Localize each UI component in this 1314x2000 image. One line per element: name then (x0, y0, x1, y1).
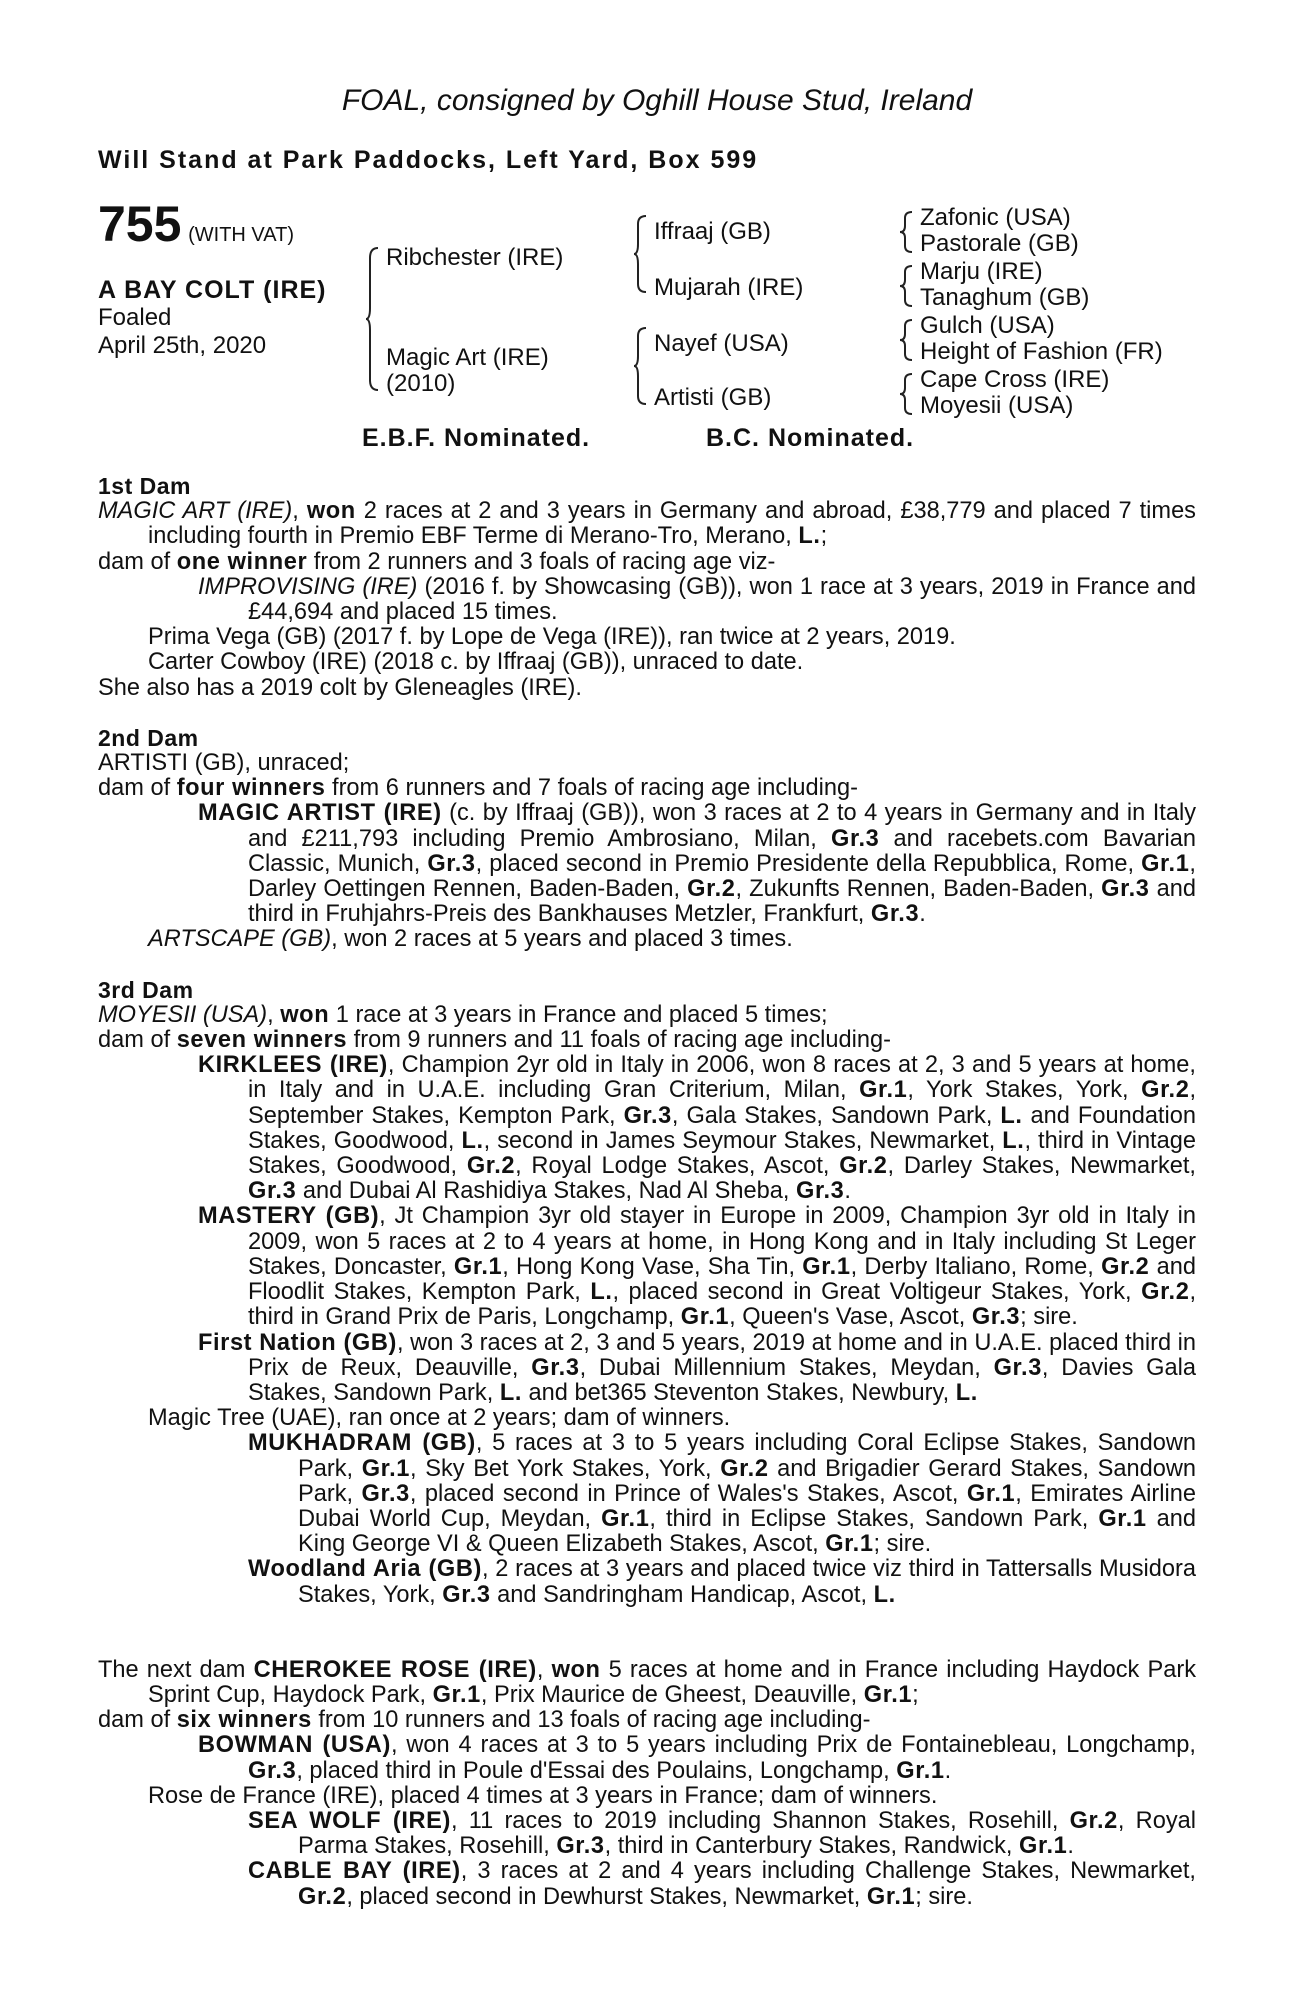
pedigree-bracket-g2 (900, 264, 914, 308)
second-dam-produce-summary: dam of four winners from 6 runners and 7 foals of racing age including- (98, 775, 858, 802)
third-dam-heading: 3rd Dam (98, 976, 194, 1003)
next-dam-produce-summary: dam of six winners from 10 runners and 13 foals of racing age including- (98, 1707, 871, 1734)
next-dam-record: The next dam CHEROKEE ROSE (IRE), won 5 races at home and in France including Haydock Park Sprint Cup, Haydock Park, Gr.1, Prix Maurice de Gheest, Deauville, Gr.1; (98, 1656, 1196, 1708)
pedigree-bracket-g1 (900, 210, 914, 254)
stand-location: Will Stand at Park Paddocks, Left Yard, Box 599 (98, 146, 759, 174)
dam-name: Magic Art (IRE) (386, 344, 549, 371)
produce-rose-de-france: Rose de France (IRE), placed 4 times at 3 years in France; dam of winners. (148, 1782, 938, 1809)
produce-carter-cowboy: Carter Cowboy (IRE) (2018 c. by Iffraaj (GB)), unraced to date. (148, 649, 804, 676)
pedigree-bracket-sire (634, 214, 648, 294)
produce-prima-vega: Prima Vega (GB) (2017 f. by Lope de Vega (IRE)), ran twice at 2 years, 2019. (148, 624, 956, 651)
sire-sire-name: Iffraaj (GB) (654, 218, 771, 245)
produce-mastery: MASTERY (GB), Jt Champion 3yr old stayer in Europe in 2009, Champion 3yr old in Italy in 2009, won 5 races at 2 to 4 years at home, in Hong Kong and in Italy including St Leger Stakes, Doncaster, Gr.1, Hong Kong Vase, Sha Tin, Gr.1, Derby Italiano, Rome, Gr.2 and Floodlit Stakes, Kempton Park, L., placed second in Great Voltigeur Stakes, York, Gr.2, third in Grand Prix de Paris, Longchamp, Gr.1, Queen's Vase, Ascot, Gr.3; sire. (198, 1203, 1196, 1331)
ancestor-3: Marju (IRE) (920, 258, 1043, 285)
dam-dam-name: Artisti (GB) (654, 384, 772, 411)
produce-magic-artist: MAGIC ARTIST (IRE) (c. by Iffraaj (GB)), won 3 races at 2 to 4 years in Germany and in Italy and £211,793 including Premio Ambrosiano, Milan, Gr.3 and racebets.com Bavarian Classic, Munich, Gr.3, placed second in Premio Presidente della Repubblica, Rome, Gr.1, Darley Oettingen Rennen, Baden-Baden, Gr.2, Zukunfts Rennen, Baden-Baden, Gr.3 and third in Fruhjahrs-Preis des Bankhauses Metzler, Frankfurt, Gr.3. (198, 800, 1196, 928)
pedigree-bracket-g4 (900, 372, 914, 416)
sire-name: Ribchester (IRE) (386, 244, 564, 271)
ebf-nominated: E.B.F. Nominated. (362, 424, 591, 452)
third-dam-section (98, 978, 1196, 1608)
pedigree-bracket-main (366, 246, 380, 392)
ancestor-5: Gulch (USA) (920, 312, 1055, 339)
second-dam-heading: 2nd Dam (98, 724, 199, 751)
produce-first-nation: First Nation (GB), won 3 races at 2, 3 and 5 years, 2019 at home and in U.A.E. placed third in Prix de Reux, Deauville, Gr.3, Dubai Millennium Stakes, Meydan, Gr.3, Davies Gala Stakes, Sandown Park, L. and bet365 Steventon Stakes, Newbury, L. (198, 1329, 1196, 1406)
produce-bowman: BOWMAN (USA), won 4 races at 3 to 5 years including Prix de Fontainebleau, Longchamp, Gr.3, placed third in Poule d'Essai des Poulains, Longchamp, Gr.1. (198, 1732, 1196, 1784)
first-dam-section (98, 474, 1196, 701)
vat-note: (WITH VAT) (188, 224, 295, 246)
ancestor-6: Height of Fashion (FR) (920, 338, 1163, 365)
pedigree-bracket-g3 (900, 318, 914, 362)
produce-cable-bay: CABLE BAY (IRE), 3 races at 2 and 4 years including Challenge Stakes, Newmarket, Gr.2, placed second in Dewhurst Stakes, Newmarket, Gr.1; sire. (248, 1858, 1196, 1910)
ancestor-7: Cape Cross (IRE) (920, 366, 1110, 393)
ancestor-8: Moyesii (USA) (920, 392, 1074, 419)
ancestor-2: Pastorale (GB) (920, 230, 1079, 257)
lot-number: 755 (98, 196, 182, 252)
dam-name: MAGIC ART (IRE) (98, 498, 293, 525)
produce-magic-tree: Magic Tree (UAE), ran once at 2 years; dam of winners. (148, 1405, 731, 1432)
produce-mukhadram: MUKHADRAM (GB), 5 races at 3 to 5 years including Coral Eclipse Stakes, Sandown Park, Gr.1, Sky Bet York Stakes, York, Gr.2 and Brigadier Gerard Stakes, Sandown Park, Gr.3, placed second in Prince of Wales's Stakes, Ascot, Gr.1, Emirates Airline Dubai World Cup, Meydan, Gr.1, third in Eclipse Stakes, Sandown Park, Gr.1 and King George VI & Queen Elizabeth Stakes, Ascot, Gr.1; sire. (248, 1430, 1197, 1558)
first-dam-produce-summary: dam of one winner from 2 runners and 3 foals of racing age viz- (98, 548, 776, 575)
first-dam-heading: 1st Dam (98, 473, 191, 499)
dam-sire-name: Nayef (USA) (654, 330, 789, 357)
produce-kirklees: KIRKLEES (IRE), Champion 2yr old in Italy in 2006, won 8 races at 2, 3 and 5 years at home, in Italy and in U.A.E. including Gran Criterium, Milan, Gr.1, York Stakes, York, Gr.2, September Stakes, Kempton Park, Gr.3, Gala Stakes, Sandown Park, L. and Foundation Stakes, Goodwood, L., second in James Seymour Stakes, Newmarket, L., third in Vintage Stakes, Goodwood, Gr.2, Royal Lodge Stakes, Ascot, Gr.2, Darley Stakes, Newmarket, Gr.3 and Dubai Al Rashidiya Stakes, Nad Al Sheba, Gr.3. (198, 1052, 1196, 1205)
second-dam-section (98, 726, 1196, 953)
produce-sea-wolf: SEA WOLF (IRE), 11 races to 2019 including Shannon Stakes, Rosehill, Gr.2, Royal Parma Stakes, Rosehill, Gr.3, third in Canterbury Stakes, Randwick, Gr.1. (248, 1807, 1196, 1860)
section-gap (98, 1633, 1196, 1658)
consignor-title: FOAL, consigned by Oghill House Stud, Ireland (341, 84, 973, 117)
lot-line (98, 196, 295, 252)
third-dam-produce-summary: dam of seven winners from 9 runners and 11 foals of racing age including- (98, 1027, 891, 1054)
produce-improvising: IMPROVISING (IRE) (2016 f. by Showcasing (GB)), won 1 race at 3 years, 2019 in France and £44,694 and placed 15 times. (198, 573, 1196, 626)
bc-nominated: B.C. Nominated. (706, 424, 915, 452)
produce-woodland-aria: Woodland Aria (GB), 2 races at 3 years and placed twice viz third in Tattersalls Musidora Stakes, York, Gr.3 and Sandringham Handicap, Ascot, L. (248, 1556, 1196, 1608)
first-dam-record: MAGIC ART (IRE), won 2 races at 2 and 3 years in Germany and abroad, £38,779 and placed 7 times including fourth in Premio EBF Terme di Merano-Tro, Merano, L.; (98, 498, 1196, 550)
sire-dam-name: Mujarah (IRE) (654, 274, 804, 301)
second-dam-record: ARTISTI (GB), unraced; (98, 750, 350, 777)
ancestor-1: Zafonic (USA) (920, 204, 1071, 231)
pedigree-bracket-dam (634, 326, 648, 406)
dam-year: (2010) (386, 370, 456, 397)
third-dam-record: MOYESII (USA), won 1 race at 3 years in France and placed 5 times; (98, 1001, 828, 1028)
produce-2019-colt: She also has a 2019 colt by Gleneagles (IRE). (98, 674, 582, 701)
ancestor-4: Tanaghum (GB) (920, 284, 1090, 311)
pedigree-notes (98, 474, 1196, 1935)
next-dam-section (98, 1658, 1196, 1910)
foaled-label: Foaled (98, 304, 172, 331)
produce-artscape: ARTSCAPE (GB), won 2 races at 5 years and placed 3 times. (148, 926, 793, 953)
foaled-date: April 25th, 2020 (98, 332, 267, 359)
horse-description: A BAY COLT (IRE) (98, 276, 327, 304)
